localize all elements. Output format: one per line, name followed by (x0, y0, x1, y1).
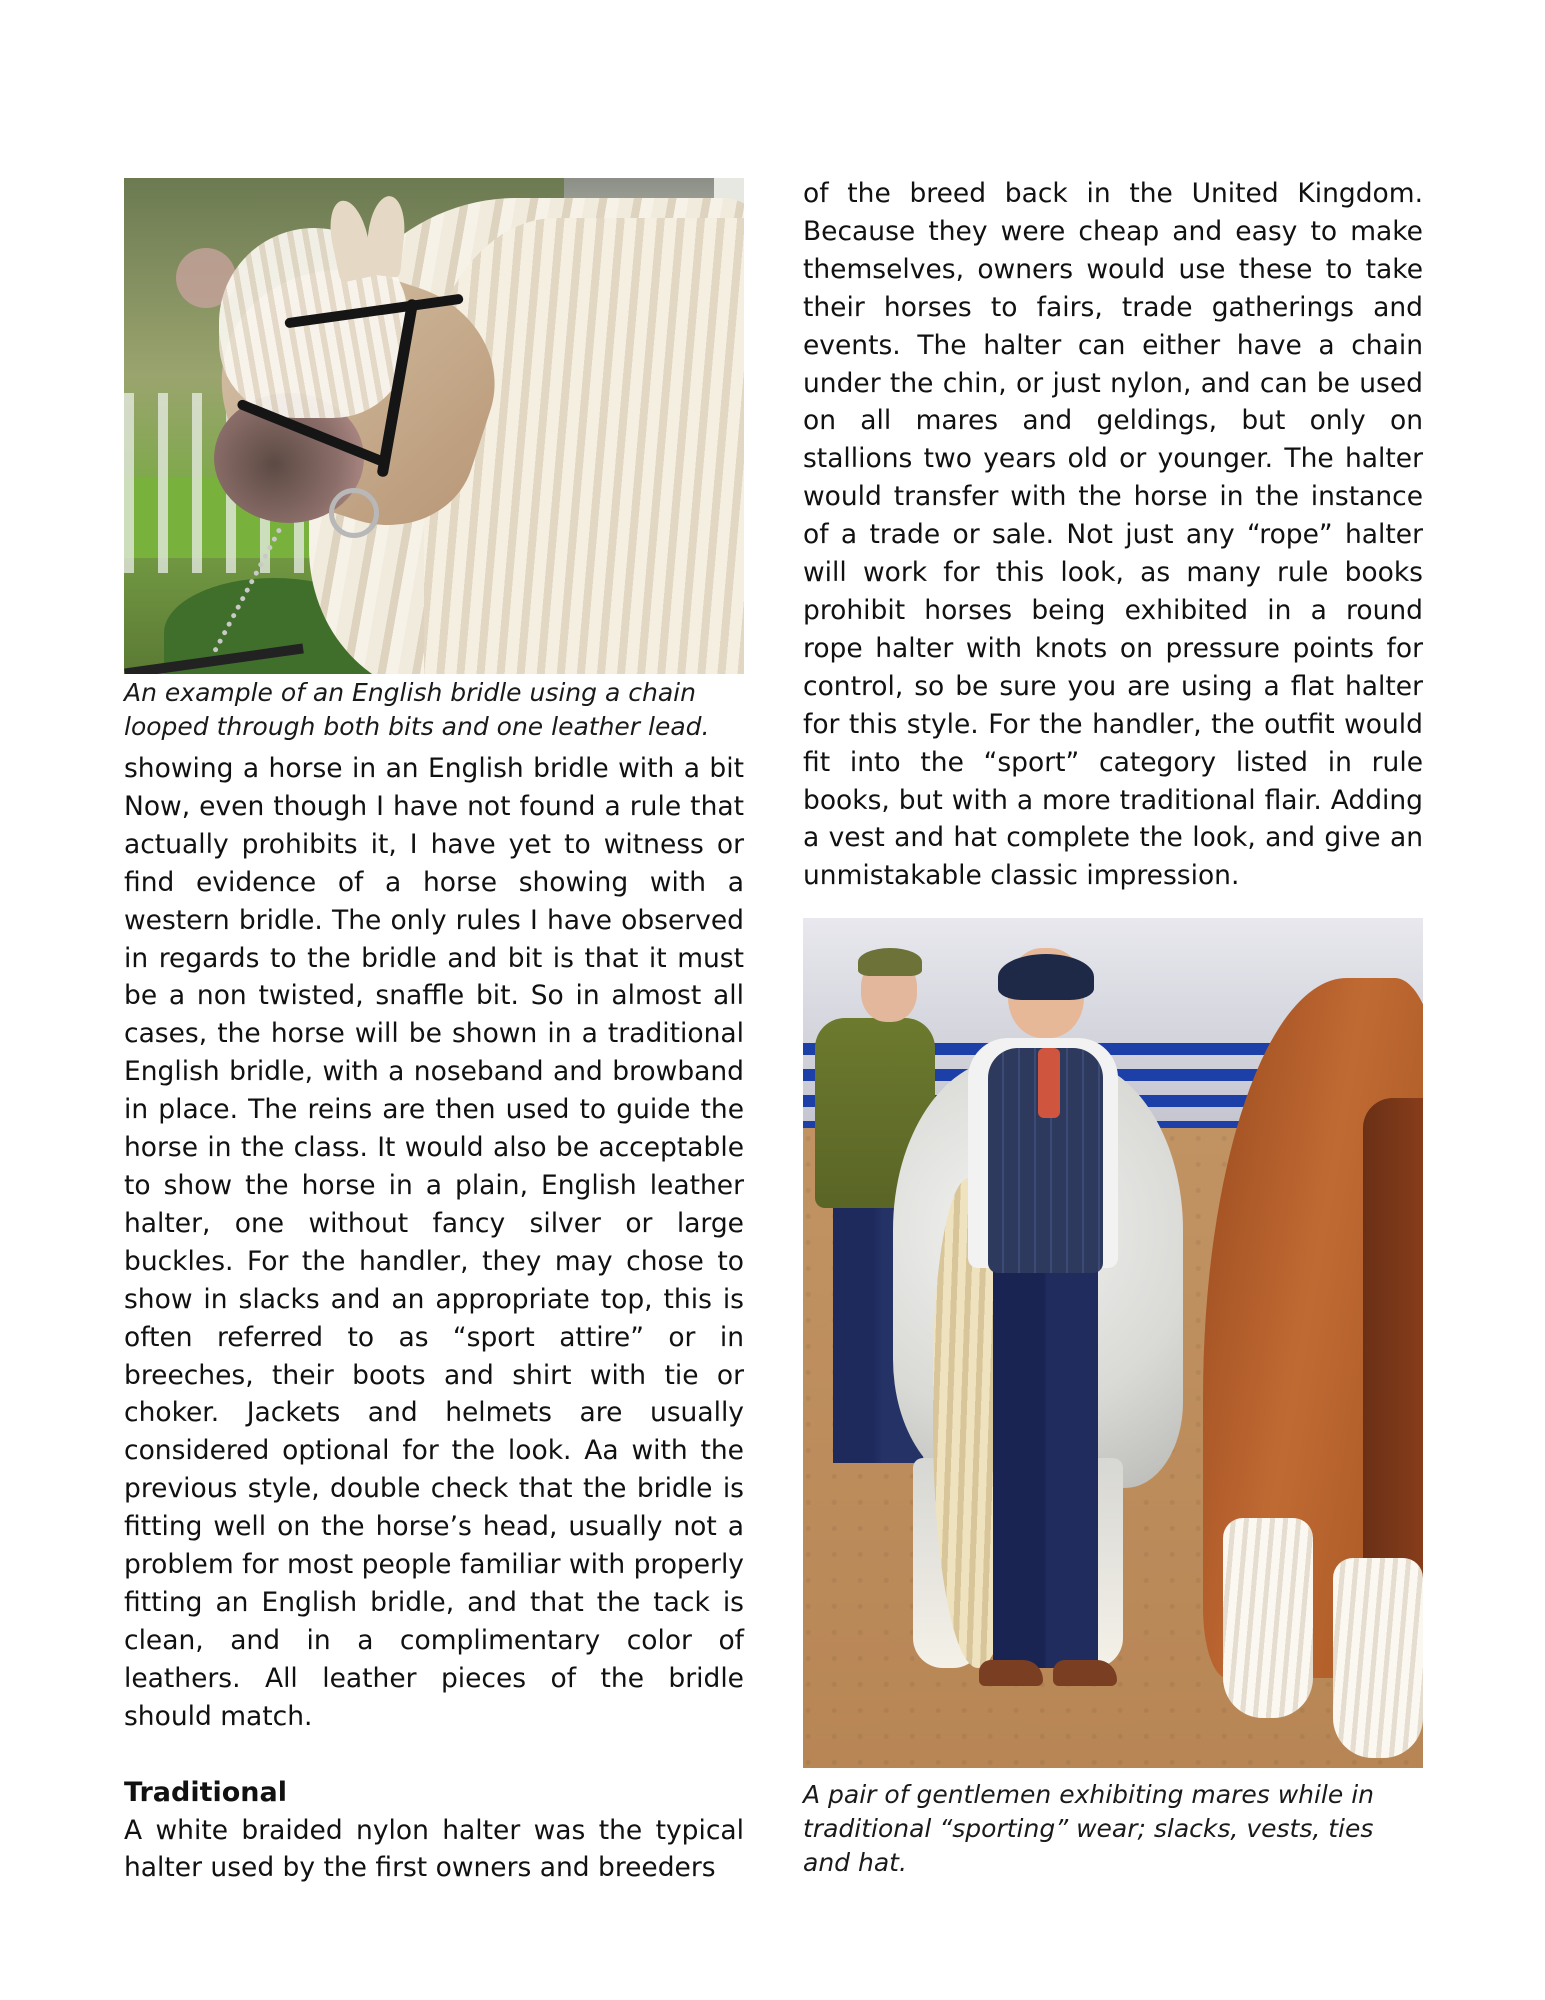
horse-bridle-photo (124, 178, 744, 674)
photo-caption-2: A pair of gentlemen exhibiting mares while in traditional “sporting” wear; slacks, vests, ties and hat. (803, 1780, 1374, 1878)
body-paragraph-3: of the breed back in the United Kingdom. Because they were cheap and easy to make themselves, owners would use these to take their horses to fairs, trade gatherings and events. The halter can either have a chain under the chin, or just nylon, and can be used on all mares and geldings, but only on stallions two years old or younger. The halter would transfer with the horse in the instance of a trade or sale. Not just any “rope” halter will work for this look, as many rule books prohibit horses being exhibited in a round rope halter with knots on pressure points for control, so be sure you are using a flat halter for this style. For the handler, the outfit would fit into the “sport” category listed in rule books, but with a more traditional flair. Adding a vest and hat complete the look, and give an unmistakable classic impression. (803, 178, 1423, 892)
right-column (803, 178, 1423, 1880)
handlers-with-mares-photo (803, 918, 1423, 1768)
body-paragraph-2: A white braided nylon halter was the typical halter used by the first owners and breeders (124, 1814, 744, 1884)
photo-caption-1: An example of an English bridle using a chain looped through both bits and one leather lead. (124, 678, 710, 741)
section-heading-traditional: Traditional (124, 1776, 287, 1808)
left-column (124, 178, 744, 1887)
body-paragraph-1: showing a horse in an English bridle with a bit Now, even though I have not found a rule that actually prohibits it, I have yet to witness or find evidence of a horse showing with a western bridle. The only rules I have observed in regards to the bridle and bit is that it must be a non twisted, snaffle bit. So in almost all cases, the horse will be shown in a traditional English bridle, with a noseband and browband in place. The reins are then used to guide the horse in the class. It would also be acceptable to show the horse in a plain, English leather halter, one without fancy silver or large buckles. For the handler, they may chose to show in slacks and an appropriate top, this is often referred to as “sport attire” or in breeches, their boots and shirt with tie or choker. Jackets and helmets are usually considered optional for the look. Aa with the previous style, double check that the bridle is fitting well on the horse’s head, usually not a problem for most people familiar with properly fitting an English bridle, and that the tack is clean, and in a complimentary color of leathers. All leather pieces of the bridle should match. (124, 753, 744, 1732)
